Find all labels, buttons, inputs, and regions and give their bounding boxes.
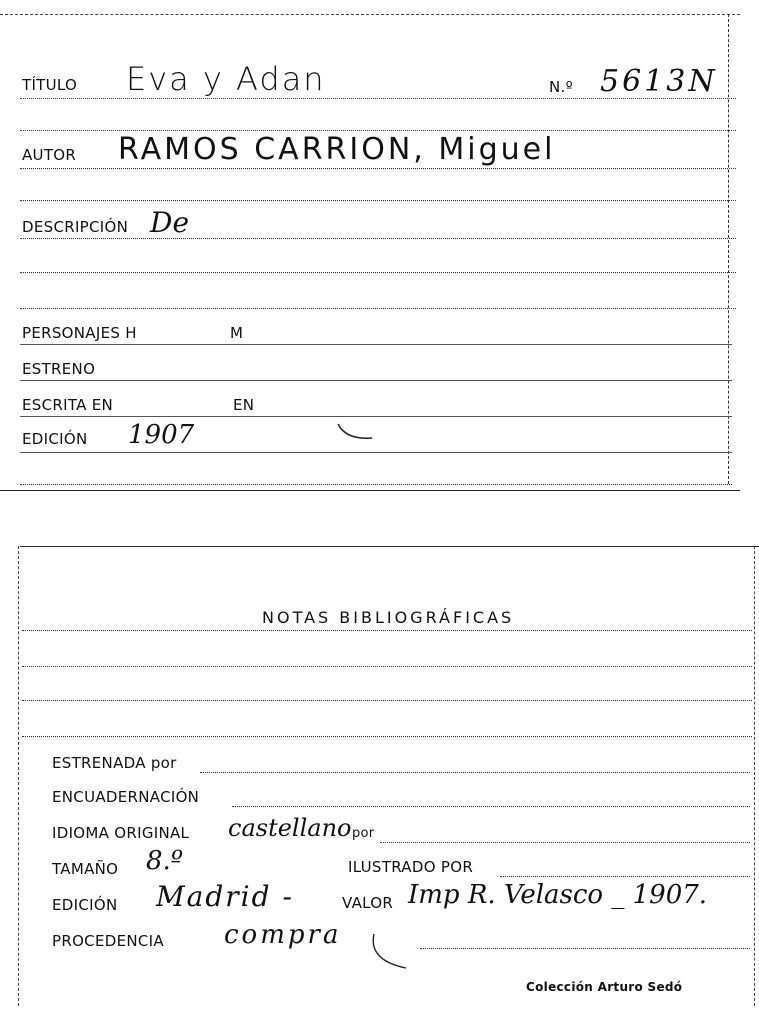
catalog-card-top [0, 0, 759, 495]
estreno-line [20, 380, 732, 381]
escrita-line [20, 416, 732, 417]
personajes-line [20, 344, 732, 345]
idioma-por-label: por [352, 826, 375, 841]
ilustrado-line [500, 876, 750, 877]
card-top-border [20, 546, 759, 547]
card-right-border [754, 546, 755, 1006]
encuadernacion-line [232, 806, 750, 807]
ruled-line [22, 666, 752, 667]
autor-line [20, 168, 736, 169]
ruled-line [20, 484, 732, 485]
estrenada-line [200, 772, 750, 773]
procedencia-value: compra [224, 920, 342, 950]
notas-bibliograficas-title: NOTAS BIBLIOGRÁFICAS [262, 608, 515, 627]
edicion-line [20, 452, 732, 453]
descripcion-value: De [150, 206, 190, 239]
en-label: EN [233, 396, 255, 414]
personajes-label: PERSONAJES H [22, 324, 137, 342]
estreno-label: ESTRENO [22, 360, 96, 378]
descripcion-line [20, 238, 736, 239]
card-right-border [728, 14, 729, 484]
escrita-en-label: ESCRITA EN [22, 396, 114, 414]
titulo-line [20, 98, 736, 99]
edicion-label: EDICIÓN [22, 430, 88, 448]
pen-mark-stroke [336, 420, 376, 444]
autor-label: AUTOR [22, 146, 77, 164]
valor-value: Imp R. Velasco _ 1907. [408, 880, 708, 910]
procedencia-label: PROCEDENCIA [52, 932, 164, 950]
tamano-label: TAMAÑO [52, 860, 119, 878]
ruled-line [20, 308, 736, 309]
ruled-line [22, 700, 752, 701]
estrenada-label: ESTRENADA por [52, 754, 177, 772]
personajes-m-label: M [230, 324, 244, 342]
ruled-line [22, 630, 752, 631]
idioma-line [380, 842, 750, 843]
titulo-value: Eva y Adan [126, 60, 326, 98]
ruled-line [20, 272, 736, 273]
ruled-line [20, 130, 736, 131]
pen-mark-stroke [366, 930, 416, 978]
ruled-line [22, 736, 752, 737]
numero-value: 5613N [600, 64, 718, 99]
card-left-border [18, 546, 19, 1006]
ruled-line [20, 200, 736, 201]
idioma-label: IDIOMA ORIGINAL [52, 824, 190, 842]
ilustrado-label: ILUSTRADO POR [348, 858, 474, 876]
catalog-card-bottom [0, 540, 759, 1028]
idioma-value: castellano [228, 814, 352, 842]
tamano-value: 8.º [146, 846, 184, 876]
edicion-value: 1907 [128, 420, 195, 450]
valor-label: VALOR [342, 894, 394, 912]
numero-label: N.º [549, 78, 573, 96]
procedencia-line [420, 948, 750, 949]
edicion-value: Madrid - [156, 880, 294, 913]
titulo-label: TÍTULO [22, 76, 78, 94]
autor-value: RAMOS CARRION, Miguel [118, 132, 556, 167]
encuadernacion-label: ENCUADERNACIÓN [52, 788, 200, 806]
descripcion-label: DESCRIPCIÓN [22, 218, 129, 236]
card-top-border [0, 14, 740, 15]
card-cut-line [0, 490, 740, 491]
edicion-label: EDICIÓN [52, 896, 118, 914]
collection-footer: Colección Arturo Sedó [526, 980, 683, 994]
